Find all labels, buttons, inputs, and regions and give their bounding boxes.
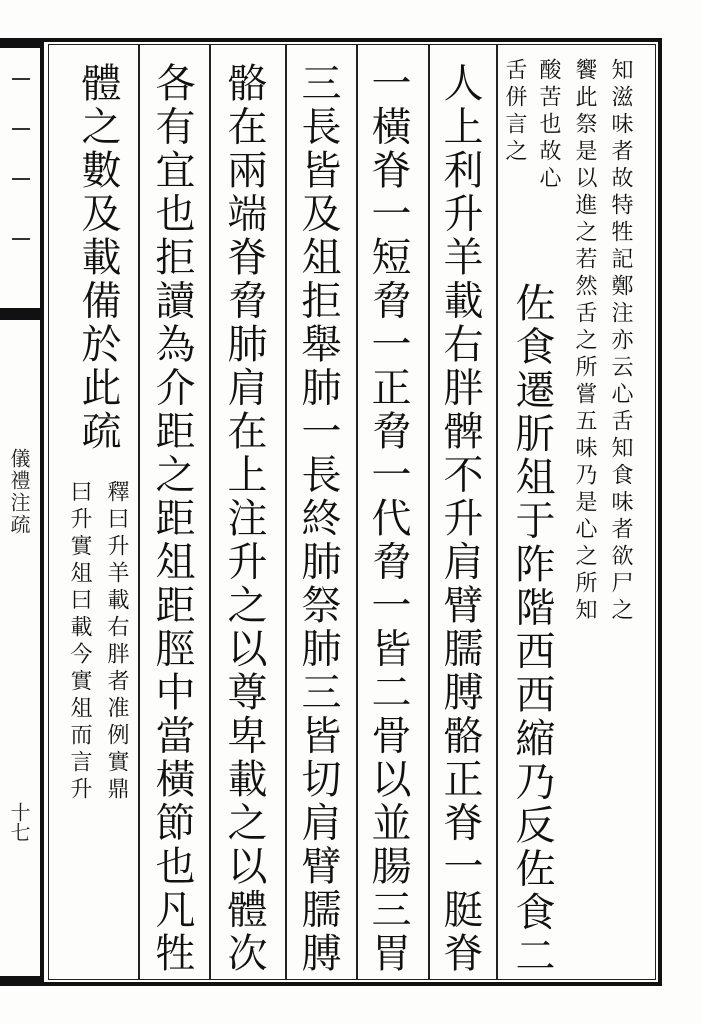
- main-text-column: 各有宜也拒讀為介距之距俎距脛中當橫節也凡牲: [149, 62, 195, 976]
- column-rule: [209, 44, 211, 980]
- gutter-block-bottom: [0, 976, 40, 986]
- gutter-fishtail-top: [0, 308, 40, 320]
- column-rule: [356, 44, 358, 980]
- gutter-mark: [12, 78, 30, 80]
- main-text-column: 佐食遷肵俎于阼階西西縮乃反佐食二: [509, 282, 555, 978]
- column-rule: [428, 44, 430, 980]
- main-text-column: 人上利升羊載右胖髀不升肩臂臑膊骼正脊一脡脊: [437, 62, 483, 976]
- main-text-column: 三長皆及俎拒舉肺一長終肺祭肺三皆切肩臂臑膊: [295, 62, 341, 976]
- annotation-column: 饗此祭是以進之若然舌之所嘗五味乃是心之所知: [572, 58, 597, 625]
- main-text-column: 一橫脊一短脅一正脅一代脅一皆二骨以並腸三胃: [365, 62, 411, 976]
- page-gutter: [0, 38, 40, 986]
- column-rule: [285, 44, 287, 980]
- main-text-column: 骼在兩端脊脅肺肩在上注升之以尊卑載之以體次: [221, 62, 267, 976]
- annotation-column: 曰升實俎曰載今實俎而言升: [67, 480, 92, 804]
- annotation-column: 酸苦也故心: [536, 58, 561, 193]
- gutter-mark: [12, 178, 30, 180]
- gutter-block-top: [0, 38, 40, 48]
- column-rule: [138, 44, 140, 980]
- book-title: 儀禮注疏: [7, 448, 31, 536]
- annotation-column: 舌併言之: [502, 58, 527, 166]
- gutter-mark: [12, 128, 30, 130]
- page-number: 十七: [7, 802, 31, 842]
- gutter-mark: [12, 238, 30, 240]
- main-text-column: 體之數及載備於此疏: [75, 62, 121, 454]
- annotation-column: 知滋味者故特牲記鄭注亦云心舌知食味者欲尸之: [608, 58, 633, 625]
- column-rule: [496, 44, 498, 980]
- annotation-column: 釋曰升羊載右胖者准例實鼎: [104, 480, 129, 804]
